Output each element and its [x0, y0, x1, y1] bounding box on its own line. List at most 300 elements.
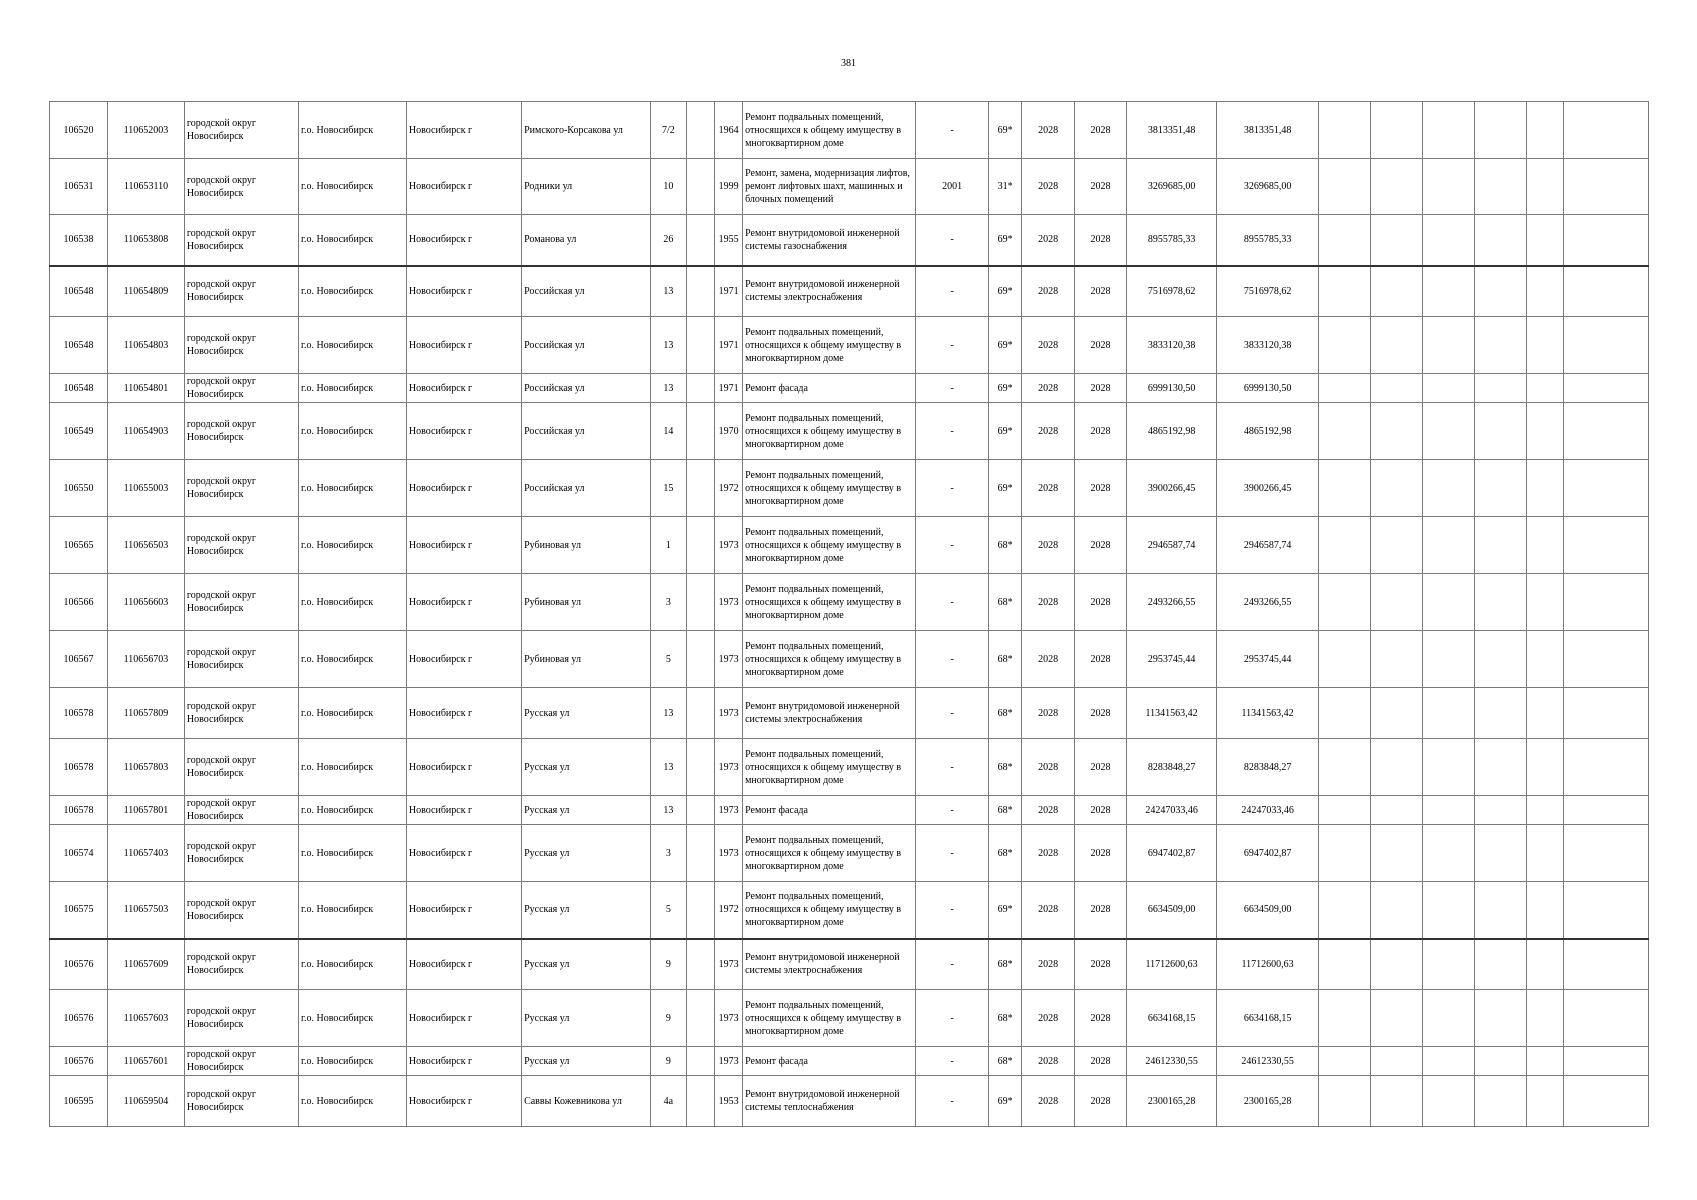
cell-empty [1527, 1047, 1563, 1076]
cell-cost: 3900266,45 [1126, 460, 1216, 517]
cell-empty [1370, 631, 1422, 688]
cell-empty [1527, 215, 1563, 266]
cell-row-id: 106538 [50, 215, 108, 266]
cell-cost-total: 24612330,55 [1217, 1047, 1319, 1076]
cell-municipality: городской округ Новосибирск [184, 739, 298, 796]
cell-object-code: 110657601 [108, 1047, 185, 1076]
cell-wear-percent: 68* [988, 631, 1021, 688]
cell-object-code: 110657403 [108, 825, 185, 882]
cell-empty [1422, 1047, 1474, 1076]
cell-empty [1474, 882, 1527, 939]
cell-last-repair-year: - [916, 1076, 989, 1127]
cell-empty [1474, 1047, 1527, 1076]
cell-build-year: 1971 [715, 317, 743, 374]
cell-work-type: Ремонт подвальных помещений, относящихся к общему имуществу в многоквартирном доме [743, 102, 916, 159]
table-row [50, 317, 1649, 374]
cell-city: Новосибирск г [406, 374, 521, 403]
cell-empty [1563, 1076, 1648, 1127]
cell-building [687, 517, 715, 574]
cell-city: Новосибирск г [406, 574, 521, 631]
table-row [50, 102, 1649, 159]
cell-row-id: 106548 [50, 374, 108, 403]
table-row [50, 574, 1649, 631]
cell-empty [1318, 739, 1370, 796]
table-row [50, 688, 1649, 739]
cell-municipality: городской округ Новосибирск [184, 1076, 298, 1127]
cell-plan-year-completion: 2028 [1075, 317, 1127, 374]
cell-street: Российская ул [522, 374, 651, 403]
cell-empty [1474, 825, 1527, 882]
cell-district: г.о. Новосибирск [299, 574, 407, 631]
cell-empty [1318, 317, 1370, 374]
cell-cost-total: 7516978,62 [1217, 266, 1319, 317]
cell-cost-total: 3813351,48 [1217, 102, 1319, 159]
cell-district: г.о. Новосибирск [299, 517, 407, 574]
cell-empty [1527, 631, 1563, 688]
cell-street: Русская ул [522, 939, 651, 990]
cell-street: Русская ул [522, 825, 651, 882]
cell-street: Русская ул [522, 688, 651, 739]
cell-district: г.о. Новосибирск [299, 796, 407, 825]
cell-building [687, 739, 715, 796]
cell-empty [1318, 796, 1370, 825]
cell-wear-percent: 69* [988, 403, 1021, 460]
cell-last-repair-year: - [916, 517, 989, 574]
cell-plan-year: 2028 [1022, 215, 1075, 266]
cell-building [687, 631, 715, 688]
cell-empty [1422, 631, 1474, 688]
cell-plan-year: 2028 [1022, 317, 1075, 374]
cell-municipality: городской округ Новосибирск [184, 882, 298, 939]
cell-building [687, 1047, 715, 1076]
cell-cost-total: 8283848,27 [1217, 739, 1319, 796]
cell-district: г.о. Новосибирск [299, 159, 407, 215]
cell-municipality: городской округ Новосибирск [184, 990, 298, 1047]
cell-empty [1563, 159, 1648, 215]
cell-plan-year: 2028 [1022, 939, 1075, 990]
cell-object-code: 110654801 [108, 374, 185, 403]
cell-plan-year: 2028 [1022, 739, 1075, 796]
cell-building [687, 796, 715, 825]
cell-empty [1422, 1076, 1474, 1127]
cell-empty [1422, 739, 1474, 796]
cell-street: Российская ул [522, 403, 651, 460]
table-row [50, 1047, 1649, 1076]
cell-cost-total: 11341563,42 [1217, 688, 1319, 739]
cell-district: г.о. Новосибирск [299, 688, 407, 739]
cell-street: Саввы Кожевникова ул [522, 1076, 651, 1127]
cell-cost: 2953745,44 [1126, 631, 1216, 688]
table-row [50, 159, 1649, 215]
cell-empty [1527, 266, 1563, 317]
cell-district: г.о. Новосибирск [299, 374, 407, 403]
cell-empty [1318, 1047, 1370, 1076]
cell-row-id: 106550 [50, 460, 108, 517]
cell-build-year: 1973 [715, 517, 743, 574]
cell-empty [1318, 990, 1370, 1047]
cell-empty [1422, 882, 1474, 939]
cell-empty [1474, 215, 1527, 266]
cell-work-type: Ремонт подвальных помещений, относящихся к общему имуществу в многоквартирном доме [743, 403, 916, 460]
cell-empty [1422, 688, 1474, 739]
cell-municipality: городской округ Новосибирск [184, 517, 298, 574]
cell-plan-year-completion: 2028 [1075, 739, 1127, 796]
cell-work-type: Ремонт подвальных помещений, относящихся к общему имуществу в многоквартирном доме [743, 825, 916, 882]
cell-plan-year: 2028 [1022, 631, 1075, 688]
cell-municipality: городской округ Новосибирск [184, 403, 298, 460]
table-row [50, 517, 1649, 574]
cell-city: Новосибирск г [406, 882, 521, 939]
cell-city: Новосибирск г [406, 460, 521, 517]
cell-city: Новосибирск г [406, 403, 521, 460]
cell-wear-percent: 31* [988, 159, 1021, 215]
cell-city: Новосибирск г [406, 266, 521, 317]
cell-empty [1474, 102, 1527, 159]
cell-object-code: 110659504 [108, 1076, 185, 1127]
cell-empty [1527, 574, 1563, 631]
cell-wear-percent: 69* [988, 102, 1021, 159]
cell-house-number: 13 [650, 317, 686, 374]
cell-work-type: Ремонт, замена, модернизация лифтов, ремонт лифтовых шахт, машинных и блочных помещений [743, 159, 916, 215]
cell-plan-year-completion: 2028 [1075, 631, 1127, 688]
cell-cost: 8283848,27 [1126, 739, 1216, 796]
cell-empty [1563, 990, 1648, 1047]
cell-house-number: 13 [650, 266, 686, 317]
cell-plan-year-completion: 2028 [1075, 374, 1127, 403]
cell-empty [1474, 374, 1527, 403]
cell-build-year: 1973 [715, 631, 743, 688]
cell-wear-percent: 68* [988, 939, 1021, 990]
cell-wear-percent: 69* [988, 1076, 1021, 1127]
table-row [50, 825, 1649, 882]
cell-row-id: 106548 [50, 317, 108, 374]
cell-row-id: 106574 [50, 825, 108, 882]
cell-empty [1527, 688, 1563, 739]
cell-empty [1563, 882, 1648, 939]
cell-cost-total: 6999130,50 [1217, 374, 1319, 403]
cell-work-type: Ремонт фасада [743, 1047, 916, 1076]
cell-row-id: 106567 [50, 631, 108, 688]
cell-last-repair-year: - [916, 374, 989, 403]
cell-work-type: Ремонт фасада [743, 374, 916, 403]
cell-district: г.о. Новосибирск [299, 939, 407, 990]
cell-empty [1370, 159, 1422, 215]
cell-wear-percent: 69* [988, 317, 1021, 374]
cell-empty [1474, 317, 1527, 374]
cell-empty [1527, 882, 1563, 939]
cell-empty [1318, 102, 1370, 159]
cell-city: Новосибирск г [406, 517, 521, 574]
cell-plan-year-completion: 2028 [1075, 102, 1127, 159]
cell-object-code: 110654803 [108, 317, 185, 374]
cell-plan-year: 2028 [1022, 990, 1075, 1047]
cell-empty [1527, 159, 1563, 215]
cell-empty [1474, 631, 1527, 688]
cell-wear-percent: 68* [988, 990, 1021, 1047]
cell-house-number: 7/2 [650, 102, 686, 159]
cell-cost-total: 6634168,15 [1217, 990, 1319, 1047]
cell-build-year: 1953 [715, 1076, 743, 1127]
cell-object-code: 110652003 [108, 102, 185, 159]
cell-municipality: городской округ Новосибирск [184, 374, 298, 403]
table-row [50, 1076, 1649, 1127]
cell-empty [1422, 102, 1474, 159]
cell-empty [1527, 403, 1563, 460]
cell-empty [1318, 688, 1370, 739]
cell-empty [1527, 1076, 1563, 1127]
cell-cost-total: 4865192,98 [1217, 403, 1319, 460]
cell-object-code: 110657809 [108, 688, 185, 739]
cell-empty [1318, 374, 1370, 403]
cell-building [687, 1076, 715, 1127]
cell-building [687, 374, 715, 403]
cell-build-year: 1964 [715, 102, 743, 159]
cell-row-id: 106578 [50, 739, 108, 796]
cell-plan-year: 2028 [1022, 574, 1075, 631]
cell-city: Новосибирск г [406, 990, 521, 1047]
cell-street: Романова ул [522, 215, 651, 266]
cell-district: г.о. Новосибирск [299, 460, 407, 517]
table-row [50, 460, 1649, 517]
cell-municipality: городской округ Новосибирск [184, 631, 298, 688]
cell-cost: 2300165,28 [1126, 1076, 1216, 1127]
cell-last-repair-year: - [916, 317, 989, 374]
cell-empty [1563, 374, 1648, 403]
cell-work-type: Ремонт подвальных помещений, относящихся к общему имуществу в многоквартирном доме [743, 882, 916, 939]
cell-last-repair-year: - [916, 882, 989, 939]
cell-cost: 2946587,74 [1126, 517, 1216, 574]
cell-cost: 3269685,00 [1126, 159, 1216, 215]
cell-empty [1422, 215, 1474, 266]
cell-last-repair-year: - [916, 939, 989, 990]
cell-object-code: 110657503 [108, 882, 185, 939]
cell-city: Новосибирск г [406, 796, 521, 825]
cell-empty [1474, 403, 1527, 460]
cell-municipality: городской округ Новосибирск [184, 317, 298, 374]
cell-empty [1370, 688, 1422, 739]
cell-plan-year: 2028 [1022, 266, 1075, 317]
cell-building [687, 990, 715, 1047]
cell-building [687, 317, 715, 374]
cell-object-code: 110656503 [108, 517, 185, 574]
cell-empty [1318, 631, 1370, 688]
cell-municipality: городской округ Новосибирск [184, 825, 298, 882]
table-row [50, 739, 1649, 796]
cell-row-id: 106531 [50, 159, 108, 215]
cell-empty [1370, 990, 1422, 1047]
cell-empty [1474, 796, 1527, 825]
table-row [50, 990, 1649, 1047]
cell-object-code: 110654903 [108, 403, 185, 460]
cell-cost: 4865192,98 [1126, 403, 1216, 460]
cell-empty [1563, 403, 1648, 460]
cell-object-code: 110653808 [108, 215, 185, 266]
cell-cost: 6999130,50 [1126, 374, 1216, 403]
cell-street: Российская ул [522, 317, 651, 374]
cell-build-year: 1971 [715, 374, 743, 403]
cell-last-repair-year: - [916, 739, 989, 796]
cell-wear-percent: 68* [988, 688, 1021, 739]
table-body [50, 102, 1649, 1127]
cell-object-code: 110657801 [108, 796, 185, 825]
cell-cost-total: 11712600,63 [1217, 939, 1319, 990]
cell-empty [1422, 403, 1474, 460]
cell-city: Новосибирск г [406, 739, 521, 796]
cell-empty [1318, 403, 1370, 460]
cell-plan-year-completion: 2028 [1075, 460, 1127, 517]
cell-house-number: 4а [650, 1076, 686, 1127]
cell-house-number: 13 [650, 374, 686, 403]
cell-cost-total: 2953745,44 [1217, 631, 1319, 688]
cell-empty [1527, 939, 1563, 990]
cell-plan-year: 2028 [1022, 825, 1075, 882]
cell-empty [1318, 825, 1370, 882]
cell-last-repair-year: - [916, 688, 989, 739]
cell-build-year: 1972 [715, 882, 743, 939]
cell-build-year: 1973 [715, 990, 743, 1047]
cell-empty [1370, 460, 1422, 517]
cell-municipality: городской округ Новосибирск [184, 939, 298, 990]
cell-cost: 7516978,62 [1126, 266, 1216, 317]
cell-empty [1563, 825, 1648, 882]
cell-plan-year-completion: 2028 [1075, 159, 1127, 215]
cell-empty [1527, 739, 1563, 796]
cell-empty [1474, 517, 1527, 574]
cell-municipality: городской округ Новосибирск [184, 102, 298, 159]
cell-empty [1563, 939, 1648, 990]
cell-empty [1474, 739, 1527, 796]
cell-house-number: 13 [650, 739, 686, 796]
cell-plan-year-completion: 2028 [1075, 882, 1127, 939]
cell-empty [1527, 796, 1563, 825]
cell-cost: 3813351,48 [1126, 102, 1216, 159]
cell-plan-year: 2028 [1022, 517, 1075, 574]
cell-district: г.о. Новосибирск [299, 1076, 407, 1127]
cell-row-id: 106575 [50, 882, 108, 939]
cell-empty [1563, 1047, 1648, 1076]
cell-object-code: 110655003 [108, 460, 185, 517]
cell-empty [1318, 215, 1370, 266]
cell-plan-year-completion: 2028 [1075, 1076, 1127, 1127]
cell-build-year: 1970 [715, 403, 743, 460]
cell-row-id: 106578 [50, 688, 108, 739]
cell-building [687, 882, 715, 939]
repair-register-table [49, 101, 1649, 1127]
cell-work-type: Ремонт внутридомовой инженерной системы электроснабжения [743, 266, 916, 317]
cell-row-id: 106576 [50, 990, 108, 1047]
cell-cost: 11341563,42 [1126, 688, 1216, 739]
cell-district: г.о. Новосибирск [299, 403, 407, 460]
cell-empty [1527, 317, 1563, 374]
cell-plan-year-completion: 2028 [1075, 825, 1127, 882]
cell-empty [1422, 825, 1474, 882]
cell-empty [1422, 460, 1474, 517]
cell-row-id: 106565 [50, 517, 108, 574]
cell-empty [1370, 1076, 1422, 1127]
cell-empty [1370, 739, 1422, 796]
cell-empty [1527, 460, 1563, 517]
table-row [50, 882, 1649, 939]
cell-city: Новосибирск г [406, 159, 521, 215]
cell-wear-percent: 69* [988, 266, 1021, 317]
cell-row-id: 106576 [50, 1047, 108, 1076]
cell-empty [1474, 574, 1527, 631]
cell-cost-total: 6947402,87 [1217, 825, 1319, 882]
cell-plan-year-completion: 2028 [1075, 574, 1127, 631]
cell-empty [1370, 215, 1422, 266]
cell-house-number: 10 [650, 159, 686, 215]
table-row [50, 796, 1649, 825]
cell-street: Родники ул [522, 159, 651, 215]
cell-plan-year-completion: 2028 [1075, 688, 1127, 739]
cell-cost-total: 24247033,46 [1217, 796, 1319, 825]
cell-empty [1563, 796, 1648, 825]
cell-plan-year: 2028 [1022, 403, 1075, 460]
cell-cost-total: 8955785,33 [1217, 215, 1319, 266]
cell-cost: 11712600,63 [1126, 939, 1216, 990]
cell-row-id: 106595 [50, 1076, 108, 1127]
cell-last-repair-year: - [916, 403, 989, 460]
cell-last-repair-year: - [916, 574, 989, 631]
cell-wear-percent: 69* [988, 374, 1021, 403]
cell-wear-percent: 68* [988, 739, 1021, 796]
cell-empty [1318, 939, 1370, 990]
cell-empty [1474, 460, 1527, 517]
cell-plan-year: 2028 [1022, 1047, 1075, 1076]
cell-building [687, 215, 715, 266]
cell-work-type: Ремонт подвальных помещений, относящихся к общему имуществу в многоквартирном доме [743, 517, 916, 574]
cell-wear-percent: 69* [988, 460, 1021, 517]
cell-district: г.о. Новосибирск [299, 1047, 407, 1076]
cell-street: Римского-Корсакова ул [522, 102, 651, 159]
cell-work-type: Ремонт внутридомовой инженерной системы электроснабжения [743, 939, 916, 990]
cell-empty [1422, 990, 1474, 1047]
cell-empty [1563, 266, 1648, 317]
cell-empty [1527, 517, 1563, 574]
cell-city: Новосибирск г [406, 688, 521, 739]
cell-street: Рубиновая ул [522, 631, 651, 688]
cell-empty [1474, 688, 1527, 739]
cell-last-repair-year: - [916, 631, 989, 688]
cell-plan-year: 2028 [1022, 374, 1075, 403]
cell-street: Русская ул [522, 990, 651, 1047]
cell-wear-percent: 68* [988, 517, 1021, 574]
cell-empty [1318, 574, 1370, 631]
cell-empty [1527, 825, 1563, 882]
cell-empty [1563, 102, 1648, 159]
cell-build-year: 1973 [715, 688, 743, 739]
cell-last-repair-year: - [916, 990, 989, 1047]
cell-cost-total: 6634509,00 [1217, 882, 1319, 939]
cell-house-number: 9 [650, 939, 686, 990]
cell-empty [1422, 796, 1474, 825]
cell-empty [1563, 517, 1648, 574]
cell-last-repair-year: - [916, 460, 989, 517]
cell-work-type: Ремонт внутридомовой инженерной системы электроснабжения [743, 688, 916, 739]
cell-row-id: 106566 [50, 574, 108, 631]
cell-district: г.о. Новосибирск [299, 882, 407, 939]
cell-empty [1563, 215, 1648, 266]
cell-plan-year: 2028 [1022, 460, 1075, 517]
cell-city: Новосибирск г [406, 1047, 521, 1076]
cell-house-number: 5 [650, 631, 686, 688]
cell-municipality: городской округ Новосибирск [184, 460, 298, 517]
cell-plan-year-completion: 2028 [1075, 1047, 1127, 1076]
cell-build-year: 1973 [715, 1047, 743, 1076]
cell-row-id: 106578 [50, 796, 108, 825]
cell-city: Новосибирск г [406, 825, 521, 882]
table-row [50, 215, 1649, 266]
